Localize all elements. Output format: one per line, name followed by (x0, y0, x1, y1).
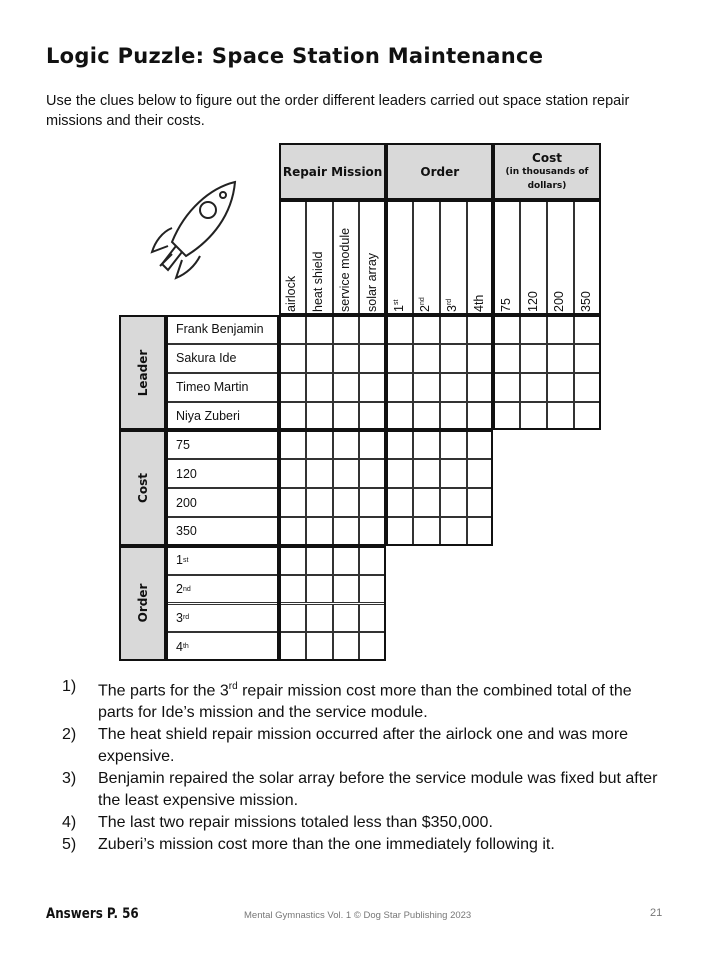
column-label (472, 295, 486, 312)
grid-cell[interactable] (279, 632, 306, 661)
label-superscript: st (392, 299, 400, 306)
grid-cell[interactable] (306, 459, 333, 488)
grid-cell[interactable] (279, 604, 306, 633)
column-label (365, 253, 379, 312)
grid-cell[interactable] (413, 488, 440, 517)
clue-text: The last two repair missions totaled less than $350,000. (98, 814, 493, 832)
grid-cell[interactable] (574, 315, 601, 344)
column-label (552, 291, 566, 312)
grid-cell[interactable] (333, 430, 360, 459)
clue-number: 4) (62, 814, 77, 832)
clue-number: 2) (62, 726, 77, 744)
grid-cell[interactable] (333, 546, 360, 575)
grid-cell[interactable] (413, 315, 440, 344)
row-group-title: Cost (135, 473, 150, 504)
grid-cell[interactable] (547, 373, 574, 402)
grid-cell[interactable] (467, 344, 494, 373)
grid-cell[interactable] (359, 430, 386, 459)
row-label (166, 344, 279, 373)
clue-item (62, 768, 662, 812)
label-text: solar array (364, 252, 379, 312)
row-label (166, 575, 279, 604)
grid-cell[interactable] (467, 315, 494, 344)
page-number: 21 (650, 907, 663, 919)
rocket-icon (150, 180, 240, 280)
grid-cell[interactable] (279, 517, 306, 546)
clue-text: The parts for the 3rd repair mission cost more than the combined total of the parts for Ide’s mission and the service module. (98, 681, 632, 722)
row-label (166, 604, 279, 633)
label-text: 75 (176, 437, 190, 452)
row-label (166, 632, 279, 661)
grid-cell[interactable] (574, 344, 601, 373)
grid-cell[interactable] (306, 402, 333, 431)
label-text: airlock (284, 275, 299, 312)
column-label (392, 300, 406, 312)
clue-number: 3) (62, 770, 77, 788)
label-text: Timeo Martin (176, 380, 249, 395)
grid-cell[interactable] (547, 402, 574, 431)
label-text: 200 (176, 495, 197, 510)
grid-cell[interactable] (359, 488, 386, 517)
grid-cell[interactable] (279, 373, 306, 402)
row-label (166, 430, 279, 459)
grid-cell[interactable] (333, 344, 360, 373)
grid-cell[interactable] (493, 344, 520, 373)
column-group-title: Order (420, 164, 460, 179)
grid-cell[interactable] (386, 315, 413, 344)
column-label-cell (386, 200, 413, 315)
grid-cell[interactable] (440, 459, 467, 488)
column-label-cell (333, 200, 360, 315)
grid-cell[interactable] (440, 430, 467, 459)
label-text: 2 (418, 305, 433, 312)
column-label-cell (279, 200, 306, 315)
label-text: 3 (445, 305, 460, 312)
row-header-leader (119, 315, 166, 430)
label-text: Sakura Ide (176, 351, 237, 366)
grid-cell[interactable] (493, 373, 520, 402)
clue-item (62, 812, 662, 834)
row-label (166, 517, 279, 546)
grid-cell[interactable] (279, 459, 306, 488)
grid-cell[interactable] (440, 517, 467, 546)
grid-cell[interactable] (467, 430, 494, 459)
label-superscript: nd (419, 297, 427, 306)
grid-cell[interactable] (306, 604, 333, 633)
clue-item (62, 676, 662, 724)
copyright-text: Mental Gymnastics Vol. 1 © Dog Star Publishing 2023 (244, 910, 472, 921)
grid-cell[interactable] (306, 546, 333, 575)
clue-text: The heat shield repair mission occurred after the airlock one and was more expensive. (98, 726, 629, 766)
clue-list (62, 676, 662, 856)
grid-cell[interactable] (359, 402, 386, 431)
grid-cell[interactable] (279, 575, 306, 604)
grid-cell[interactable] (306, 575, 333, 604)
label-text: 120 (525, 291, 540, 312)
column-label-cell (440, 200, 467, 315)
grid-cell[interactable] (440, 402, 467, 431)
grid-cell[interactable] (386, 488, 413, 517)
label-text: 200 (552, 291, 567, 312)
grid-cell[interactable] (413, 430, 440, 459)
grid-cell[interactable] (359, 575, 386, 604)
column-label (311, 252, 325, 312)
row-label (166, 373, 279, 402)
grid-cell[interactable] (359, 632, 386, 661)
grid-cell[interactable] (467, 402, 494, 431)
column-label (445, 299, 459, 312)
label-text: 4 (176, 639, 183, 654)
row-label (166, 315, 279, 344)
grid-cell[interactable] (440, 344, 467, 373)
grid-cell[interactable] (467, 459, 494, 488)
label-superscript: th (182, 643, 189, 651)
grid-cell[interactable] (413, 344, 440, 373)
label-text: Frank Benjamin (176, 322, 264, 337)
grid-cell[interactable] (333, 315, 360, 344)
grid-cell[interactable] (279, 344, 306, 373)
grid-cell[interactable] (306, 430, 333, 459)
grid-cell[interactable] (440, 488, 467, 517)
row-label (166, 402, 279, 431)
grid-cell[interactable] (386, 459, 413, 488)
column-label-cell (467, 200, 494, 315)
column-label (418, 297, 432, 312)
grid-cell[interactable] (386, 517, 413, 546)
grid-cell[interactable] (333, 604, 360, 633)
grid-cell[interactable] (306, 344, 333, 373)
grid-cell[interactable] (333, 632, 360, 661)
column-label-cell (574, 200, 601, 315)
column-label (499, 298, 513, 312)
column-label (526, 291, 540, 312)
label-superscript: rd (446, 298, 454, 306)
grid-cell[interactable] (547, 344, 574, 373)
clue-item (62, 724, 662, 768)
clue-text: Zuberi’s mission cost more than the one immediately following it. (98, 836, 555, 854)
column-label-cell (520, 200, 547, 315)
label-text: 2 (176, 582, 183, 597)
row-group-title: Leader (135, 349, 150, 396)
grid-cell[interactable] (333, 517, 360, 546)
grid-cell[interactable] (359, 373, 386, 402)
grid-cell[interactable] (467, 488, 494, 517)
grid-cell[interactable] (279, 546, 306, 575)
grid-cell[interactable] (574, 402, 601, 431)
label-text: 120 (176, 466, 197, 481)
grid-cell[interactable] (413, 402, 440, 431)
grid-cell[interactable] (279, 402, 306, 431)
label-superscript: rd (182, 614, 190, 622)
column-label (579, 291, 593, 312)
grid-cell[interactable] (440, 373, 467, 402)
grid-cell[interactable] (547, 315, 574, 344)
grid-cell[interactable] (359, 517, 386, 546)
grid-cell[interactable] (333, 402, 360, 431)
intro-text: Use the clues below to figure out the order different leaders carried out space station repair missions and their costs. (46, 93, 630, 129)
label-text: service module (337, 227, 352, 312)
label-superscript: nd (182, 585, 191, 593)
column-label-cell (306, 200, 333, 315)
grid-cell[interactable] (279, 430, 306, 459)
row-label (166, 488, 279, 517)
grid-cell[interactable] (467, 517, 494, 546)
column-header-order (386, 143, 493, 200)
grid-cell[interactable] (386, 430, 413, 459)
label-text: 1 (176, 553, 183, 568)
clue-item (62, 834, 662, 856)
clue-text: Benjamin repaired the solar array before the service module was fixed but after the least expensive mission. (98, 770, 658, 810)
row-group-title: Order (135, 584, 150, 623)
grid-cell[interactable] (333, 459, 360, 488)
grid-cell[interactable] (440, 315, 467, 344)
grid-cell[interactable] (306, 373, 333, 402)
label-text: 75 (498, 298, 513, 312)
grid-cell[interactable] (520, 402, 547, 431)
grid-cell[interactable] (333, 488, 360, 517)
grid-cell[interactable] (279, 315, 306, 344)
grid-cell[interactable] (306, 315, 333, 344)
column-label-cell (359, 200, 386, 315)
label-text: 1 (391, 305, 406, 312)
grid-cell[interactable] (306, 488, 333, 517)
row-label (166, 546, 279, 575)
label-text: heat shield (311, 251, 326, 312)
label-text: 350 (176, 524, 197, 539)
column-group-title: Repair Mission (282, 164, 383, 179)
grid-cell[interactable] (333, 373, 360, 402)
grid-cell[interactable] (386, 402, 413, 431)
grid-cell[interactable] (493, 402, 520, 431)
row-header-order (119, 546, 166, 661)
grid-cell[interactable] (520, 344, 547, 373)
label-superscript: st (182, 556, 189, 564)
grid-cell[interactable] (574, 373, 601, 402)
grid-cell[interactable] (306, 632, 333, 661)
page-title: Logic Puzzle: Space Station Maintenance (46, 44, 544, 68)
grid-cell[interactable] (413, 373, 440, 402)
answers-reference: Answers P. 56 (46, 906, 139, 922)
label-text: Niya Zuberi (176, 408, 240, 423)
grid-cell[interactable] (386, 373, 413, 402)
row-header-cost (119, 430, 166, 545)
grid-cell[interactable] (359, 546, 386, 575)
clue-number: 5) (62, 836, 77, 854)
grid-cell[interactable] (333, 575, 360, 604)
grid-cell[interactable] (359, 344, 386, 373)
grid-cell[interactable] (413, 459, 440, 488)
column-label-cell (493, 200, 520, 315)
column-label (284, 276, 298, 312)
grid-cell[interactable] (279, 488, 306, 517)
column-group-title: Cost (532, 150, 562, 165)
column-label-cell (547, 200, 574, 315)
column-header-cost (493, 143, 600, 200)
grid-cell[interactable] (520, 315, 547, 344)
row-label (166, 459, 279, 488)
label-text: 350 (579, 291, 594, 312)
grid-cell[interactable] (359, 315, 386, 344)
grid-cell[interactable] (520, 373, 547, 402)
label-text: 4th (471, 294, 486, 312)
column-group-subtitle: (in thousands of dollars) (505, 166, 589, 191)
grid-cell[interactable] (306, 517, 333, 546)
column-header-repair-mission (279, 143, 386, 200)
grid-cell[interactable] (467, 373, 494, 402)
column-label-cell (413, 200, 440, 315)
grid-cell[interactable] (359, 459, 386, 488)
grid-cell[interactable] (359, 604, 386, 633)
clue-number: 1) (62, 678, 77, 695)
grid-cell[interactable] (413, 517, 440, 546)
column-label (338, 228, 352, 312)
grid-cell[interactable] (493, 315, 520, 344)
label-text: 3 (176, 610, 183, 625)
grid-cell[interactable] (386, 344, 413, 373)
